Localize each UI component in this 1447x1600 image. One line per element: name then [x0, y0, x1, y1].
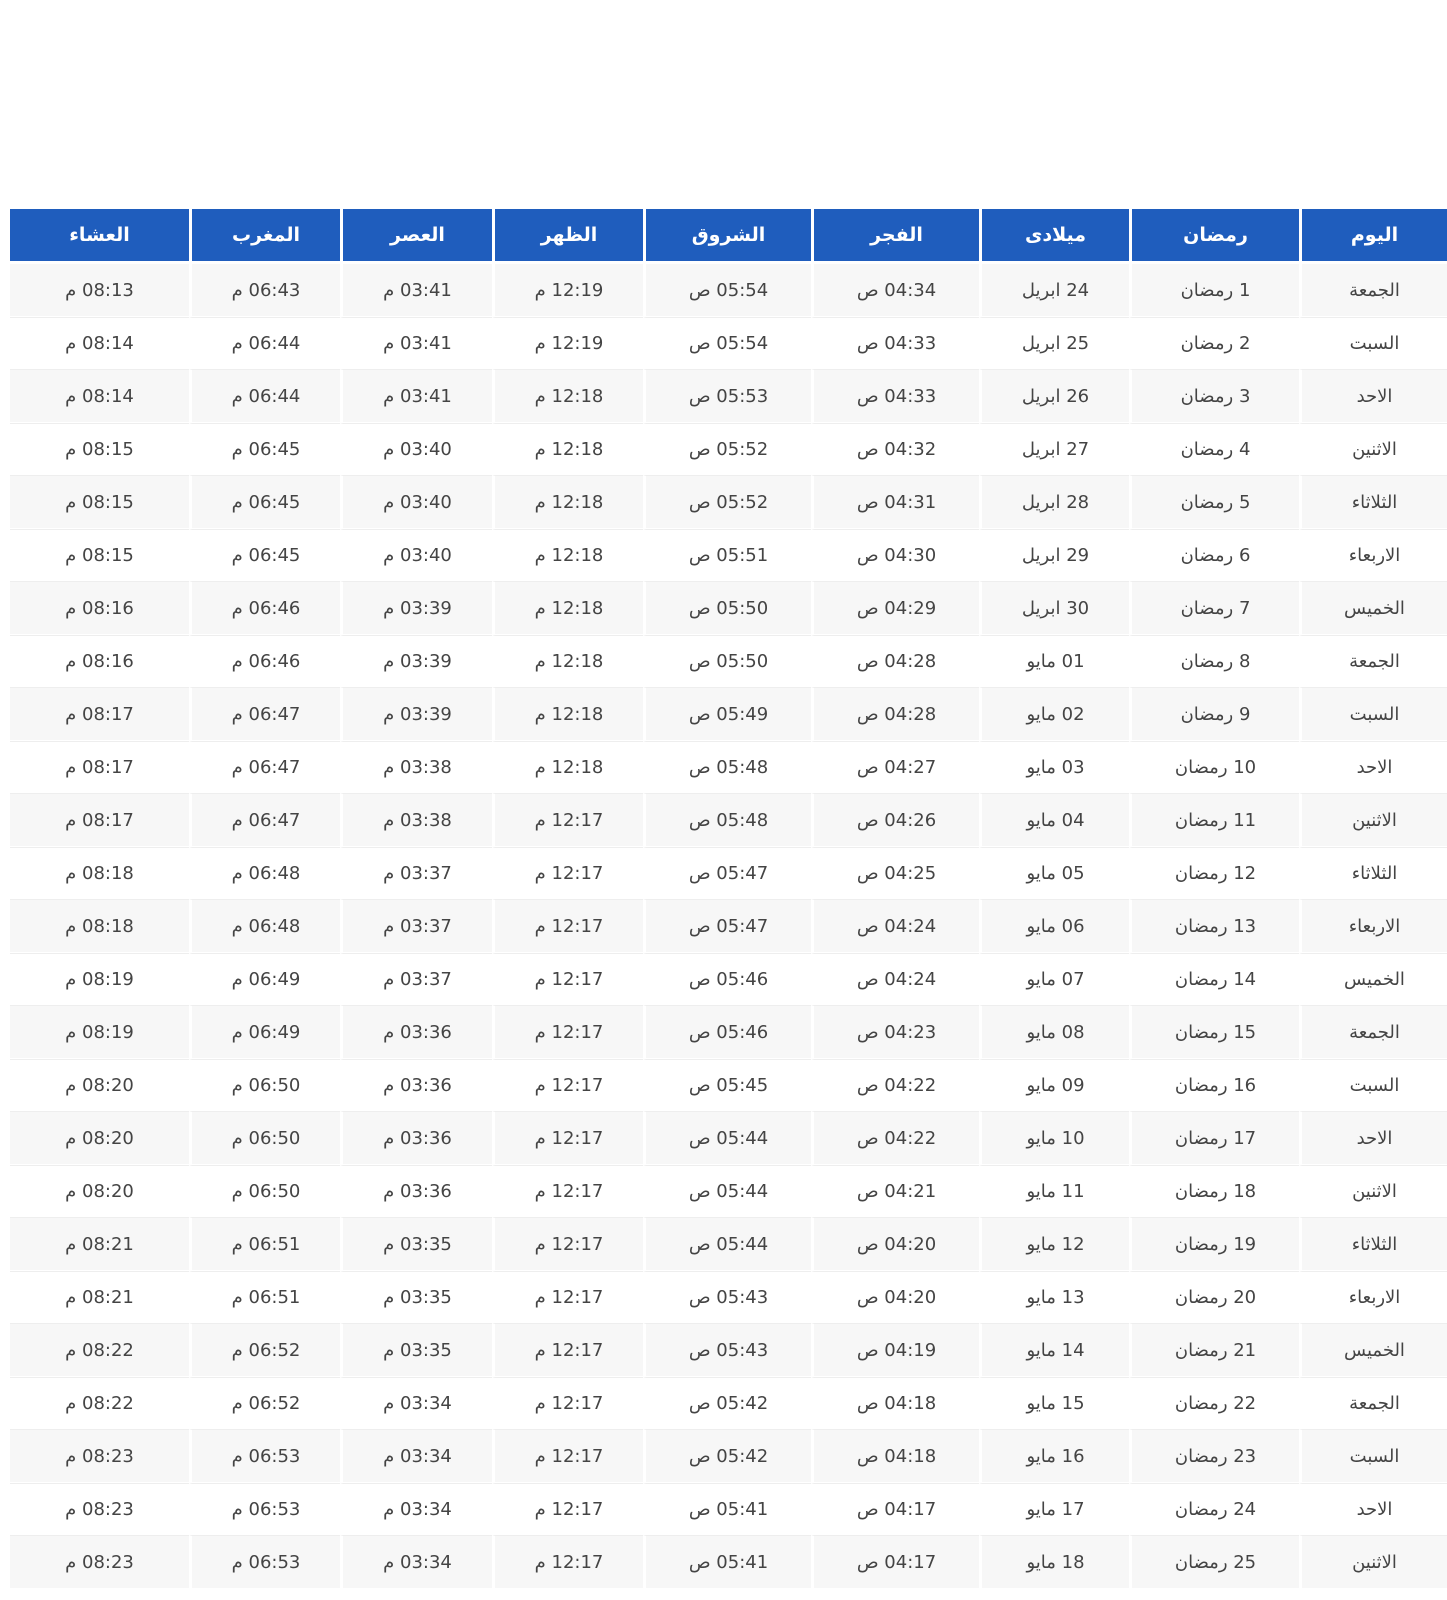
cell-fajr: 04:28 ص [811, 635, 979, 688]
cell-maghrib: 06:50 م [189, 1112, 340, 1165]
cell-day: الاثنين [1299, 423, 1447, 476]
cell-asr: 03:34 م [340, 1483, 492, 1536]
cell-fajr: 04:26 ص [811, 794, 979, 847]
cell-asr: 03:35 م [340, 1324, 492, 1377]
cell-gregorian-date: 15 مايو [979, 1377, 1129, 1430]
cell-dhuhr: 12:17 م [492, 1165, 643, 1218]
cell-fajr: 04:20 ص [811, 1271, 979, 1324]
cell-ramadan-date: 8 رمضان [1129, 635, 1299, 688]
cell-dhuhr: 12:17 م [492, 1536, 643, 1589]
cell-day: الاربعاء [1299, 1271, 1447, 1324]
cell-shuruq: 05:52 ص [643, 423, 811, 476]
table-row [10, 1324, 1447, 1377]
cell-isha: 08:19 م [10, 953, 189, 1006]
cell-shuruq: 05:46 ص [643, 1006, 811, 1059]
cell-shuruq: 05:50 ص [643, 635, 811, 688]
cell-shuruq: 05:48 ص [643, 794, 811, 847]
cell-maghrib: 06:49 م [189, 953, 340, 1006]
cell-day: الخميس [1299, 953, 1447, 1006]
prayer-times-table-container [10, 209, 1447, 1589]
cell-isha: 08:23 م [10, 1483, 189, 1536]
cell-isha: 08:16 م [10, 635, 189, 688]
table-row [10, 953, 1447, 1006]
table-row [10, 688, 1447, 741]
cell-gregorian-date: 02 مايو [979, 688, 1129, 741]
header-maghrib: المغرب [189, 209, 340, 261]
table-row [10, 1536, 1447, 1589]
cell-shuruq: 05:51 ص [643, 529, 811, 582]
cell-maghrib: 06:44 م [189, 317, 340, 370]
cell-fajr: 04:29 ص [811, 582, 979, 635]
cell-shuruq: 05:54 ص [643, 264, 811, 317]
cell-day: الاثنين [1299, 1536, 1447, 1589]
cell-ramadan-date: 13 رمضان [1129, 900, 1299, 953]
cell-day: السبت [1299, 1059, 1447, 1112]
cell-shuruq: 05:41 ص [643, 1483, 811, 1536]
cell-fajr: 04:28 ص [811, 688, 979, 741]
table-row [10, 582, 1447, 635]
cell-maghrib: 06:45 م [189, 423, 340, 476]
cell-asr: 03:40 م [340, 529, 492, 582]
cell-gregorian-date: 09 مايو [979, 1059, 1129, 1112]
cell-day: الاحد [1299, 370, 1447, 423]
cell-fajr: 04:24 ص [811, 900, 979, 953]
cell-shuruq: 05:44 ص [643, 1218, 811, 1271]
cell-fajr: 04:33 ص [811, 317, 979, 370]
cell-ramadan-date: 1 رمضان [1129, 264, 1299, 317]
cell-shuruq: 05:52 ص [643, 476, 811, 529]
cell-isha: 08:14 م [10, 370, 189, 423]
cell-maghrib: 06:45 م [189, 476, 340, 529]
table-row [10, 1377, 1447, 1430]
table-row [10, 847, 1447, 900]
cell-isha: 08:14 م [10, 317, 189, 370]
cell-fajr: 04:21 ص [811, 1165, 979, 1218]
cell-maghrib: 06:48 م [189, 900, 340, 953]
cell-isha: 08:21 م [10, 1271, 189, 1324]
cell-gregorian-date: 08 مايو [979, 1006, 1129, 1059]
cell-ramadan-date: 25 رمضان [1129, 1536, 1299, 1589]
cell-asr: 03:37 م [340, 847, 492, 900]
cell-day: الجمعة [1299, 1377, 1447, 1430]
cell-ramadan-date: 19 رمضان [1129, 1218, 1299, 1271]
table-row [10, 317, 1447, 370]
cell-asr: 03:37 م [340, 900, 492, 953]
cell-shuruq: 05:50 ص [643, 582, 811, 635]
cell-fajr: 04:22 ص [811, 1112, 979, 1165]
cell-ramadan-date: 10 رمضان [1129, 741, 1299, 794]
cell-fajr: 04:22 ص [811, 1059, 979, 1112]
header-ramadan: رمضان [1129, 209, 1299, 261]
cell-ramadan-date: 17 رمضان [1129, 1112, 1299, 1165]
table-body [10, 264, 1447, 1589]
cell-ramadan-date: 24 رمضان [1129, 1483, 1299, 1536]
header-asr: العصر [340, 209, 492, 261]
cell-gregorian-date: 24 ابريل [979, 264, 1129, 317]
cell-isha: 08:19 م [10, 1006, 189, 1059]
header-row [10, 209, 1447, 261]
cell-maghrib: 06:47 م [189, 688, 340, 741]
cell-shuruq: 05:53 ص [643, 370, 811, 423]
table-row [10, 1271, 1447, 1324]
cell-fajr: 04:23 ص [811, 1006, 979, 1059]
cell-dhuhr: 12:18 م [492, 529, 643, 582]
cell-maghrib: 06:53 م [189, 1430, 340, 1483]
cell-day: الاحد [1299, 741, 1447, 794]
cell-asr: 03:39 م [340, 688, 492, 741]
cell-maghrib: 06:43 م [189, 264, 340, 317]
cell-gregorian-date: 18 مايو [979, 1536, 1129, 1589]
cell-fajr: 04:17 ص [811, 1483, 979, 1536]
cell-dhuhr: 12:18 م [492, 635, 643, 688]
cell-fajr: 04:18 ص [811, 1430, 979, 1483]
table-row [10, 529, 1447, 582]
cell-dhuhr: 12:17 م [492, 847, 643, 900]
cell-fajr: 04:18 ص [811, 1377, 979, 1430]
table-row [10, 1165, 1447, 1218]
cell-dhuhr: 12:17 م [492, 953, 643, 1006]
table-row [10, 1112, 1447, 1165]
cell-asr: 03:41 م [340, 317, 492, 370]
cell-maghrib: 06:47 م [189, 741, 340, 794]
cell-fajr: 04:32 ص [811, 423, 979, 476]
cell-day: الاربعاء [1299, 900, 1447, 953]
cell-asr: 03:34 م [340, 1377, 492, 1430]
cell-shuruq: 05:54 ص [643, 317, 811, 370]
cell-asr: 03:34 م [340, 1430, 492, 1483]
cell-day: السبت [1299, 317, 1447, 370]
cell-isha: 08:15 م [10, 529, 189, 582]
cell-isha: 08:17 م [10, 688, 189, 741]
cell-asr: 03:35 م [340, 1271, 492, 1324]
cell-asr: 03:34 م [340, 1536, 492, 1589]
header-dhuhr: الظهر [492, 209, 643, 261]
cell-gregorian-date: 10 مايو [979, 1112, 1129, 1165]
cell-shuruq: 05:43 ص [643, 1271, 811, 1324]
cell-ramadan-date: 14 رمضان [1129, 953, 1299, 1006]
table-row [10, 264, 1447, 317]
cell-isha: 08:20 م [10, 1165, 189, 1218]
cell-gregorian-date: 01 مايو [979, 635, 1129, 688]
cell-day: الثلاثاء [1299, 476, 1447, 529]
cell-isha: 08:18 م [10, 900, 189, 953]
cell-asr: 03:39 م [340, 635, 492, 688]
cell-dhuhr: 12:18 م [492, 370, 643, 423]
cell-dhuhr: 12:17 م [492, 1112, 643, 1165]
table-row [10, 1430, 1447, 1483]
prayer-times-table [10, 209, 1447, 1589]
cell-maghrib: 06:44 م [189, 370, 340, 423]
cell-gregorian-date: 30 ابريل [979, 582, 1129, 635]
cell-gregorian-date: 07 مايو [979, 953, 1129, 1006]
cell-gregorian-date: 11 مايو [979, 1165, 1129, 1218]
cell-ramadan-date: 5 رمضان [1129, 476, 1299, 529]
cell-dhuhr: 12:17 م [492, 794, 643, 847]
table-row [10, 476, 1447, 529]
cell-asr: 03:35 م [340, 1218, 492, 1271]
cell-fajr: 04:25 ص [811, 847, 979, 900]
cell-isha: 08:15 م [10, 476, 189, 529]
cell-day: الاثنين [1299, 794, 1447, 847]
cell-ramadan-date: 2 رمضان [1129, 317, 1299, 370]
cell-isha: 08:21 م [10, 1218, 189, 1271]
cell-maghrib: 06:46 م [189, 635, 340, 688]
cell-day: الاربعاء [1299, 529, 1447, 582]
cell-gregorian-date: 03 مايو [979, 741, 1129, 794]
cell-gregorian-date: 12 مايو [979, 1218, 1129, 1271]
cell-dhuhr: 12:17 م [492, 1271, 643, 1324]
cell-asr: 03:36 م [340, 1165, 492, 1218]
cell-asr: 03:38 م [340, 794, 492, 847]
cell-ramadan-date: 16 رمضان [1129, 1059, 1299, 1112]
cell-fajr: 04:30 ص [811, 529, 979, 582]
cell-dhuhr: 12:18 م [492, 476, 643, 529]
cell-isha: 08:23 م [10, 1536, 189, 1589]
header-gregorian: ميلادى [979, 209, 1129, 261]
cell-maghrib: 06:53 م [189, 1483, 340, 1536]
cell-maghrib: 06:53 م [189, 1536, 340, 1589]
cell-gregorian-date: 05 مايو [979, 847, 1129, 900]
cell-asr: 03:40 م [340, 476, 492, 529]
cell-gregorian-date: 13 مايو [979, 1271, 1129, 1324]
cell-isha: 08:18 م [10, 847, 189, 900]
cell-ramadan-date: 22 رمضان [1129, 1377, 1299, 1430]
cell-gregorian-date: 29 ابريل [979, 529, 1129, 582]
cell-gregorian-date: 26 ابريل [979, 370, 1129, 423]
cell-ramadan-date: 4 رمضان [1129, 423, 1299, 476]
cell-shuruq: 05:45 ص [643, 1059, 811, 1112]
cell-isha: 08:20 م [10, 1112, 189, 1165]
cell-day: السبت [1299, 688, 1447, 741]
cell-fajr: 04:20 ص [811, 1218, 979, 1271]
cell-dhuhr: 12:17 م [492, 1377, 643, 1430]
cell-maghrib: 06:50 م [189, 1165, 340, 1218]
table-row [10, 1059, 1447, 1112]
cell-dhuhr: 12:17 م [492, 1483, 643, 1536]
table-header [10, 209, 1447, 264]
cell-shuruq: 05:43 ص [643, 1324, 811, 1377]
cell-asr: 03:39 م [340, 582, 492, 635]
cell-gregorian-date: 06 مايو [979, 900, 1129, 953]
cell-asr: 03:41 م [340, 370, 492, 423]
cell-asr: 03:37 م [340, 953, 492, 1006]
cell-ramadan-date: 11 رمضان [1129, 794, 1299, 847]
cell-day: الثلاثاء [1299, 847, 1447, 900]
cell-shuruq: 05:42 ص [643, 1430, 811, 1483]
cell-shuruq: 05:47 ص [643, 900, 811, 953]
cell-fajr: 04:33 ص [811, 370, 979, 423]
cell-isha: 08:17 م [10, 741, 189, 794]
cell-dhuhr: 12:17 م [492, 1430, 643, 1483]
cell-ramadan-date: 20 رمضان [1129, 1271, 1299, 1324]
table-row [10, 1006, 1447, 1059]
cell-asr: 03:41 م [340, 264, 492, 317]
cell-asr: 03:36 م [340, 1112, 492, 1165]
cell-fajr: 04:17 ص [811, 1536, 979, 1589]
cell-shuruq: 05:44 ص [643, 1165, 811, 1218]
cell-asr: 03:36 م [340, 1059, 492, 1112]
cell-day: الثلاثاء [1299, 1218, 1447, 1271]
header-isha: العشاء [10, 209, 189, 261]
cell-dhuhr: 12:18 م [492, 423, 643, 476]
table-row [10, 1218, 1447, 1271]
cell-day: السبت [1299, 1430, 1447, 1483]
cell-asr: 03:38 م [340, 741, 492, 794]
cell-day: الاحد [1299, 1483, 1447, 1536]
cell-dhuhr: 12:17 م [492, 1324, 643, 1377]
cell-maghrib: 06:48 م [189, 847, 340, 900]
cell-shuruq: 05:44 ص [643, 1112, 811, 1165]
cell-fajr: 04:31 ص [811, 476, 979, 529]
cell-ramadan-date: 15 رمضان [1129, 1006, 1299, 1059]
cell-gregorian-date: 17 مايو [979, 1483, 1129, 1536]
cell-fajr: 04:27 ص [811, 741, 979, 794]
cell-asr: 03:40 م [340, 423, 492, 476]
cell-gregorian-date: 16 مايو [979, 1430, 1129, 1483]
cell-ramadan-date: 23 رمضان [1129, 1430, 1299, 1483]
table-row [10, 794, 1447, 847]
cell-maghrib: 06:45 م [189, 529, 340, 582]
cell-maghrib: 06:51 م [189, 1218, 340, 1271]
cell-fajr: 04:24 ص [811, 953, 979, 1006]
cell-day: الاثنين [1299, 1165, 1447, 1218]
cell-shuruq: 05:49 ص [643, 688, 811, 741]
table-row [10, 370, 1447, 423]
cell-isha: 08:23 م [10, 1430, 189, 1483]
table-row [10, 635, 1447, 688]
cell-maghrib: 06:47 م [189, 794, 340, 847]
cell-gregorian-date: 04 مايو [979, 794, 1129, 847]
cell-ramadan-date: 12 رمضان [1129, 847, 1299, 900]
cell-isha: 08:13 م [10, 264, 189, 317]
cell-dhuhr: 12:17 م [492, 1006, 643, 1059]
cell-isha: 08:20 م [10, 1059, 189, 1112]
cell-shuruq: 05:48 ص [643, 741, 811, 794]
header-day: اليوم [1299, 209, 1447, 261]
cell-maghrib: 06:50 م [189, 1059, 340, 1112]
cell-asr: 03:36 م [340, 1006, 492, 1059]
cell-ramadan-date: 18 رمضان [1129, 1165, 1299, 1218]
cell-day: الخميس [1299, 582, 1447, 635]
cell-dhuhr: 12:18 م [492, 688, 643, 741]
table-row [10, 741, 1447, 794]
cell-isha: 08:15 م [10, 423, 189, 476]
cell-dhuhr: 12:18 م [492, 741, 643, 794]
cell-dhuhr: 12:19 م [492, 317, 643, 370]
cell-dhuhr: 12:18 م [492, 582, 643, 635]
cell-dhuhr: 12:17 م [492, 900, 643, 953]
cell-day: الجمعة [1299, 1006, 1447, 1059]
cell-maghrib: 06:52 م [189, 1324, 340, 1377]
cell-dhuhr: 12:17 م [492, 1218, 643, 1271]
cell-fajr: 04:34 ص [811, 264, 979, 317]
table-row [10, 1483, 1447, 1536]
cell-shuruq: 05:41 ص [643, 1536, 811, 1589]
cell-isha: 08:17 م [10, 794, 189, 847]
cell-ramadan-date: 3 رمضان [1129, 370, 1299, 423]
cell-gregorian-date: 28 ابريل [979, 476, 1129, 529]
cell-maghrib: 06:49 م [189, 1006, 340, 1059]
cell-dhuhr: 12:17 م [492, 1059, 643, 1112]
cell-maghrib: 06:46 م [189, 582, 340, 635]
cell-shuruq: 05:46 ص [643, 953, 811, 1006]
table-row [10, 423, 1447, 476]
cell-gregorian-date: 14 مايو [979, 1324, 1129, 1377]
cell-day: الجمعة [1299, 635, 1447, 688]
table-row [10, 900, 1447, 953]
cell-shuruq: 05:47 ص [643, 847, 811, 900]
cell-ramadan-date: 6 رمضان [1129, 529, 1299, 582]
cell-day: الاحد [1299, 1112, 1447, 1165]
cell-shuruq: 05:42 ص [643, 1377, 811, 1430]
header-fajr: الفجر [811, 209, 979, 261]
cell-fajr: 04:19 ص [811, 1324, 979, 1377]
header-shuruq: الشروق [643, 209, 811, 261]
cell-ramadan-date: 9 رمضان [1129, 688, 1299, 741]
cell-gregorian-date: 25 ابريل [979, 317, 1129, 370]
cell-isha: 08:22 م [10, 1377, 189, 1430]
cell-isha: 08:22 م [10, 1324, 189, 1377]
cell-gregorian-date: 27 ابريل [979, 423, 1129, 476]
cell-maghrib: 06:52 م [189, 1377, 340, 1430]
cell-dhuhr: 12:19 م [492, 264, 643, 317]
cell-ramadan-date: 7 رمضان [1129, 582, 1299, 635]
cell-maghrib: 06:51 م [189, 1271, 340, 1324]
cell-isha: 08:16 م [10, 582, 189, 635]
cell-day: الجمعة [1299, 264, 1447, 317]
cell-day: الخميس [1299, 1324, 1447, 1377]
cell-ramadan-date: 21 رمضان [1129, 1324, 1299, 1377]
